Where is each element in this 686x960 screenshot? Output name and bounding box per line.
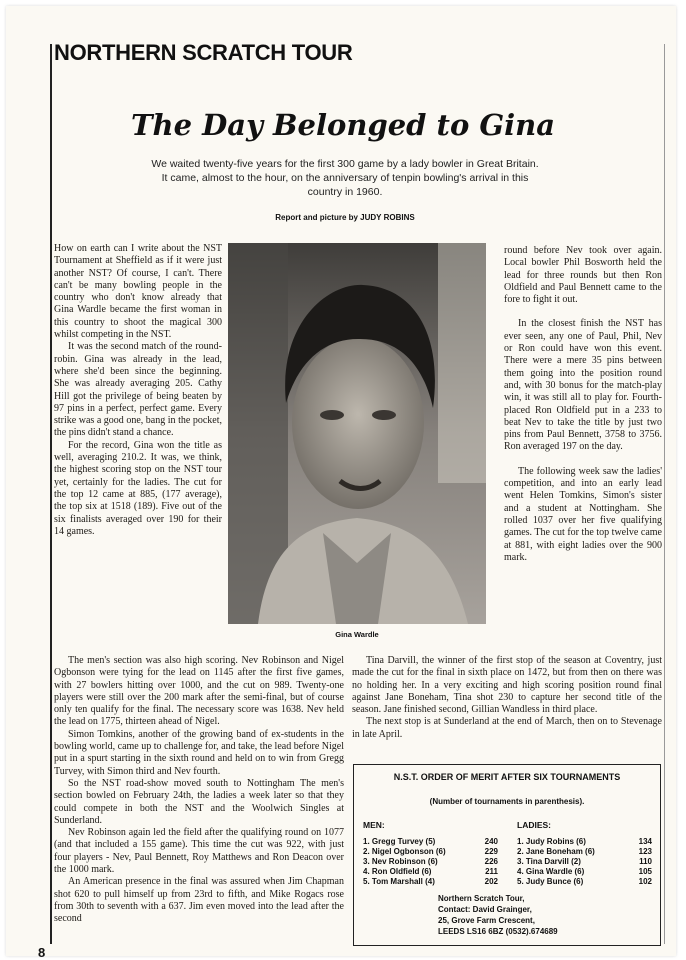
photo-caption: Gina Wardle <box>335 630 379 639</box>
paragraph: The next stop is at Sunderland at the end of March, then on to Stevenage in late April. <box>352 716 662 740</box>
paragraph: An American presence in the final was assured when Jim Chapman shot 620 to pull himself up from 23rd to fifth, and Mike Rogacs rose from 30th to seventh with a 637. Jim even moved into the lead after the second <box>54 876 344 925</box>
contact-address <box>438 893 558 937</box>
paragraph: The men's section was also high scoring. Nev Robinson and Nigel Ogbonson were tying for the lead on 1145 after the first five games, with 27 bowlers hitting over 1000, and the cut on 989. Twenty-one players were still over the 200 mark after the semi-final, but of course only ten qualify for the final. The necessary score was 1638. Nev held the lead on 1775, thirteen ahead of Nigel. <box>54 655 344 728</box>
ladies-heading: LADIES: <box>517 820 551 830</box>
ladies-points: 102 <box>638 877 652 886</box>
paragraph: It was the second match of the round-robin. Gina was already in the lead, where she'd been since the beginning. She was already averaging 205. Cathy Hill got the privilege of being beaten by 97 pins in a perfect, perfect game. Every strike was a good one, bang in the pocket, the pins didn't stand a chance. <box>54 341 222 439</box>
ladies-row: 1. Judy Robins (6) <box>517 837 586 846</box>
men-row: 4. Ron Oldfield (6) <box>363 867 432 876</box>
paragraph: Nev Robinson again led the field after the qualifying round on 1077 (and that included a 155 game). This time the cut was 922, with just four players - Nev, Paul Bennett, Roy Matthews and Ron Deacon over the 1000 mark. <box>54 827 344 876</box>
contact-line: Northern Scratch Tour, <box>438 894 525 903</box>
men-row: 5. Tom Marshall (4) <box>363 877 435 886</box>
paragraph: The following week saw the ladies' competition, and into an early lead went Helen Tomkins, Simon's sister and a student at Nottingham. She rolled 1037 over her five qualifying games. The cut for the top twelve came at 881, with eight ladies over the 900 mark. <box>504 465 662 563</box>
ladies-points: 105 <box>638 867 652 876</box>
section-heading: NORTHERN SCRATCH TOUR <box>54 40 353 65</box>
contact-line: LEEDS LS16 6BZ (0532).674689 <box>438 927 558 936</box>
ladies-points: 110 <box>639 857 652 866</box>
ladies-points: 134 <box>638 837 652 846</box>
column-bottom-right <box>352 655 662 741</box>
right-column-rule <box>664 44 665 944</box>
paragraph: Simon Tomkins, another of the growing band of ex-students in the bowling world, came up to challenge for, and take, the lead before Nigel put in a spurt starting in the sixth round and held on to win from Gregg Turvey, with Simon third and Nev fourth. <box>54 728 344 777</box>
ladies-row: 4. Gina Wardle (6) <box>517 867 585 876</box>
page-number: 8 <box>38 945 46 960</box>
ladies-points: 123 <box>638 847 652 856</box>
men-points: 202 <box>484 877 498 886</box>
paragraph: In the closest finish the NST has ever seen, any one of Paul, Phil, Nev or Ron could have won this event. There were a mere 35 pins between them going into the position round and, with 30 bonus for the match-play win, it was still all to play for. Fourth-placed Ron Oldfield put in a 233 to beat Nev to take the title by just two pins from Paul Bennett, 3758 to 3756. Ron averaged 197 on the day. <box>504 318 662 453</box>
men-points: 226 <box>484 857 498 866</box>
paragraph: For the record, Gina won the title as well, averaging 210.2. It was, we think, the highest scoring stop on the NST tour yet, certainly for the ladies. The cut for the top 12 came at 885, (177 average), the top six at 1518 (189). Five out of the six finalists averaged over 190 for their 14 games. <box>54 439 222 537</box>
men-row: 2. Nigel Ogbonson (6) <box>363 847 446 856</box>
men-row: 3. Nev Robinson (6) <box>363 857 438 866</box>
ladies-row: 3. Tina Darvill (2) <box>517 857 581 866</box>
ladies-row: 2. Jane Boneham (6) <box>517 847 595 856</box>
paragraph: Tina Darvill, the winner of the first stop of the season at Coventry, just made the cut for the final in sixth place on 1472, but from then on there was no holding her. In a very exciting and high scoring position round final against Jane Boneham, Tina shot 230 to capture her second title of the season. Jane finished second, Gillian Wandless in third place. <box>352 655 662 716</box>
portrait-photo <box>228 243 486 624</box>
article-credit: Report and picture by JUDY ROBINS <box>275 213 415 222</box>
column-left <box>54 243 222 538</box>
order-of-merit-box <box>353 764 661 946</box>
men-points: 229 <box>484 847 498 856</box>
men-points: 240 <box>484 837 498 846</box>
article-title: The Day Belonged to Gina <box>130 108 556 142</box>
paragraph: How on earth can I write about the NST Tournament at Sheffield as if it were just another NST? Of course, I can't. There can't be many bowling people in the country who don't know already that Gina Wardle became the first woman in this country to shoot the magical 300 whilst competing in the NST. <box>54 243 222 341</box>
merit-subtitle: (Number of tournaments in parenthesis). <box>429 797 585 806</box>
contact-line: Contact: David Grainger, <box>438 905 532 914</box>
merit-title: N.S.T. ORDER OF MERIT AFTER SIX TOURNAMENTS <box>393 772 621 782</box>
article-deck: We waited twenty-five years for the first 300 game by a lady bowler in Great Britain. It came, almost to the hour, on the anniversary of tenpin bowling's arrival in this country in 1960. <box>151 158 539 198</box>
left-column-rule <box>50 44 52 944</box>
men-heading: MEN: <box>363 820 385 830</box>
column-bottom-left <box>54 655 344 926</box>
paragraph: round before Nev took over again. Local bowler Phil Bosworth held the lead for three rounds but then Ron Oldfield and Paul Bennett came to the fore to fight it out. <box>504 245 662 306</box>
men-points: 211 <box>485 867 498 876</box>
contact-line: 25, Grove Farm Crescent, <box>438 916 535 925</box>
men-row: 1. Gregg Turvey (5) <box>363 837 436 846</box>
portrait-image <box>228 243 486 624</box>
ladies-row: 5. Judy Bunce (6) <box>517 877 584 886</box>
column-right <box>504 245 662 564</box>
paragraph: So the NST road-show moved south to Nottingham The men's section bowled on February 24th, the ladies a week later so that they could compete in both the NST and the Woolwich Singles at Sunderland. <box>54 777 344 826</box>
